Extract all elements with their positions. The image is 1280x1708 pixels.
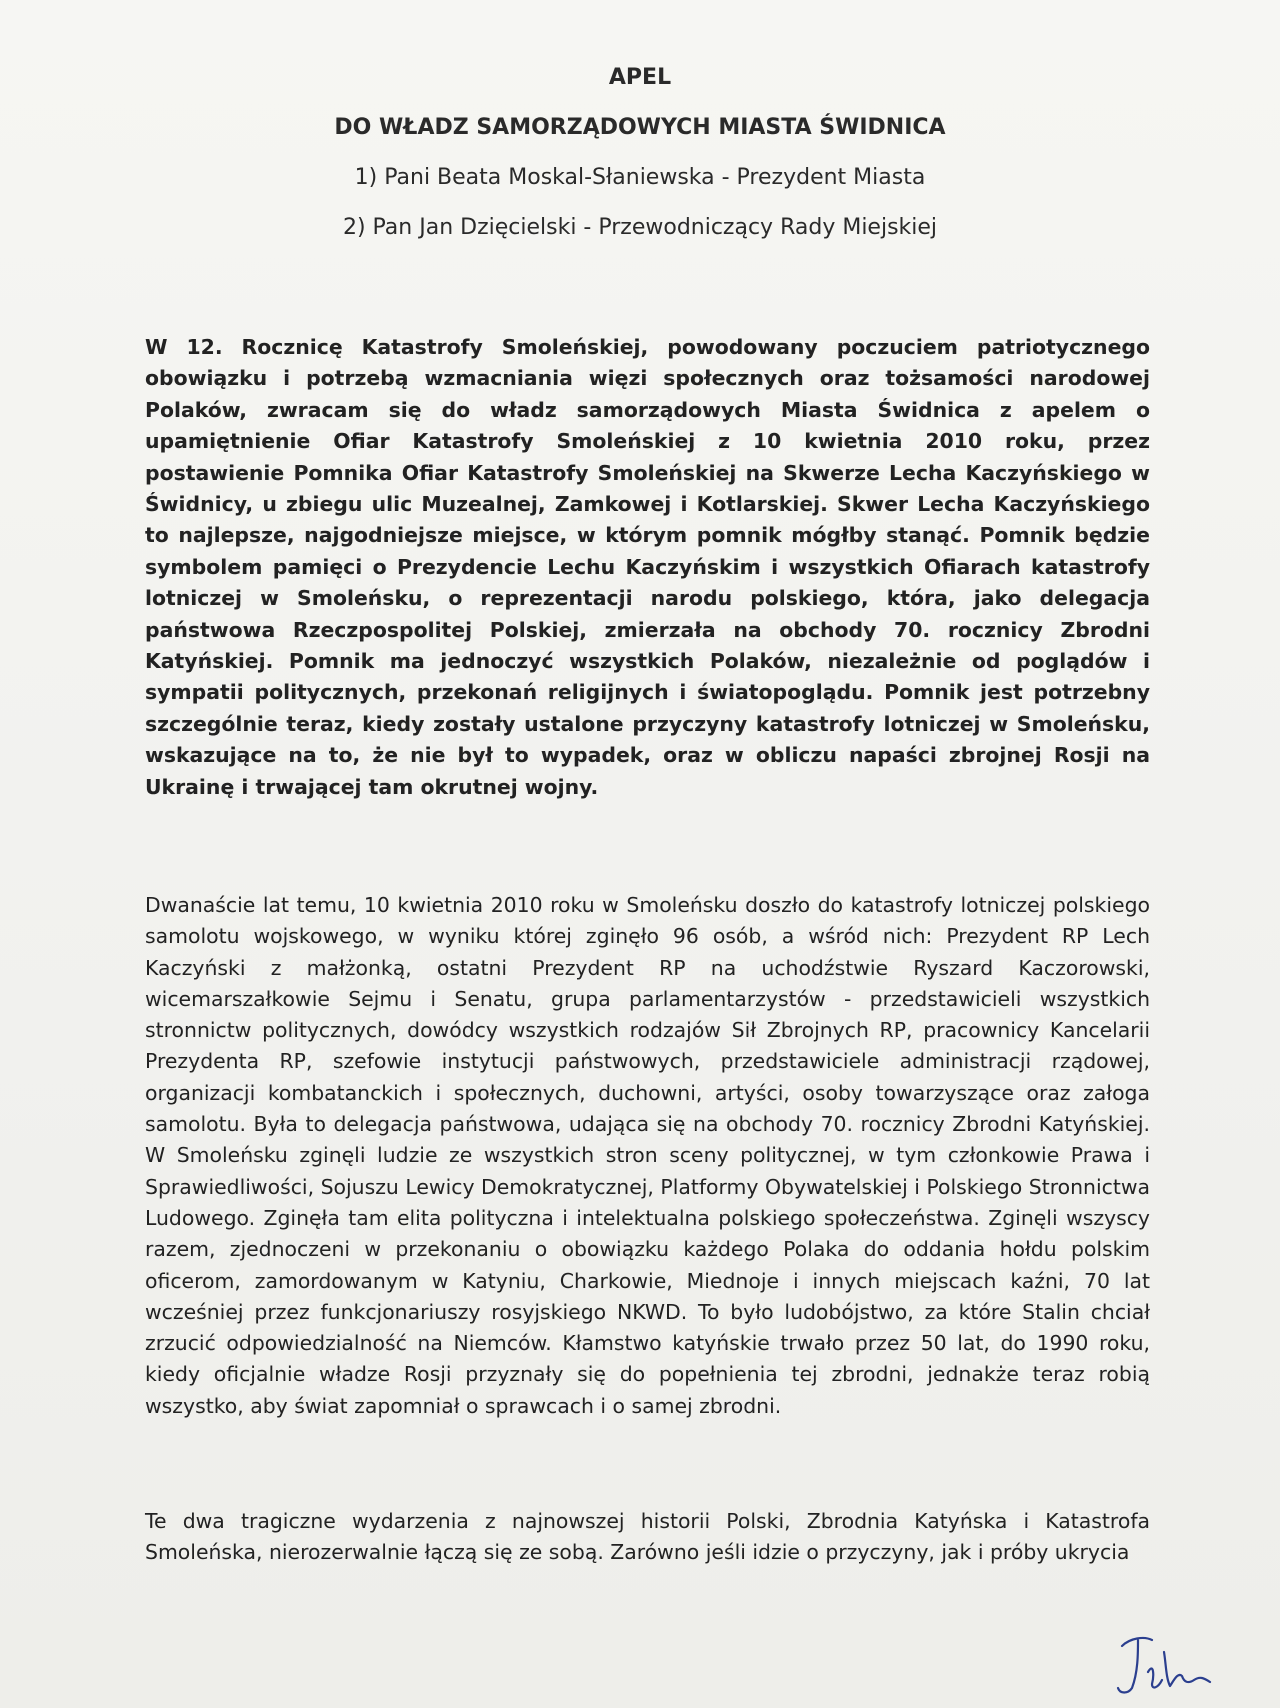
body-paragraph-1: W 12. Rocznicę Katastrofy Smoleńskiej, powodowany poczuciem patriotycznego obowiązku i potrzebą wzmacniania więzi społecznych oraz tożsamości narodowej Polaków, zwracam się do władz samorządowych Miasta Świdnica z apelem o upamiętnienie Ofiar Katastrofy Smoleńskiej z 10 kwietnia 2010 roku, przez postawienie Pomnika Ofiar Katastrofy Smoleńskiej na Skwerze Lecha Kaczyńskiego w Świdnicy, u zbiegu ulic Muzealnej, Zamkowej i Kotlarskiej. Skwer Lecha Kaczyńskiego to najlepsze, najgodniejsze miejsce, w którym pomnik mógłby stanąć. Pomnik będzie symbolem pamięci o Prezydencie Lechu Kaczyńskim i wszystkich Ofiarach katastrofy lotniczej w Smoleńsku, o reprezentacji narodu polskiego, która, jako delegacja państwowa Rzeczpospolitej Polskiej, zmierzała na obchody 70. rocznicy Zbrodni Katyńskiej. Pomnik ma jednoczyć wszystkich Polaków, niezależnie od poglądów i sympatii politycznych, przekonań religijnych i światopoglądu. Pomnik jest potrzebny szczególnie teraz, kiedy zostały ustalone przyczyny katastrofy lotniczej w Smoleńsku, wskazujące na to, że nie był to wypadek, oraz w obliczu napaści zbrojnej Rosji na Ukrainę i trwającej tam okrutnej wojny. [145,335,1150,799]
document-recipient: DO WŁADZ SAMORZĄDOWYCH MIASTA ŚWIDNICA [334,115,946,140]
document-title: APEL [608,65,672,90]
recipient-person-1: 1) Pani Beata Moskal-Słaniewska - Prezydent Miasta [354,165,926,190]
body-paragraph-2: Dwanaście lat temu, 10 kwietnia 2010 roku w Smoleńsku doszło do katastrofy lotniczej polskiego samolotu wojskowego, w wyniku której zginęło 96 osób, a wśród nich: Prezydent RP Lech Kaczyński z małżonką, ostatni Prezydent RP na uchodźstwie Ryszard Kaczorowski, wicemarszałkowie Sejmu i Senatu, grupa parlamentarzystów - przedstawicieli wszystkich stronnictw politycznych, dowódcy wszystkich rodzajów Sił Zbrojnych RP, pracownicy Kancelarii Prezydenta RP, szefowie instytucji państwowych, przedstawiciele administracji rządowej, organizacji kombatanckich i społecznych, duchowni, artyści, osoby towarzyszące oraz załoga samolotu. Była to delegacja państwowa, udająca się na obchody 70. rocznicy Zbrodni Katyńskiej. W Smoleńsku zginęli ludzie ze wszystkich stron sceny politycznej, w tym członkowie Prawa i Sprawiedliwości, Sojuszu Lewicy Demokratycznej, Platformy Obywatelskiej i Polskiego Stronnictwa Ludowego. Zginęła tam elita polityczna i intelektualna polskiego społeczeństwa. Zginęli wszyscy razem, zjednoczeni w przekonaniu o obowiązku każdego Polaka do oddania hołdu polskim oficerom, zamordowanym w Katyniu, Charkowie, Miednoje i innych miejscach kaźni, 70 lat wcześniej przez funkcjonariuszy rosyjskiego NKWD. To było ludobójstwo, za które Stalin chciał zrzucić odpowiedzialność na Niemców. Kłamstwo katyńskie trwało przez 50 lat, do 1990 roku, kiedy oficjalnie władze Rosji przyznały się do popełnienia tej zbrodni, jednakże teraz robią wszystko, aby świat zapomniał o sprawcach i o samej zbrodni. [145,893,1150,1418]
body-paragraph-3: Te dwa tragiczne wydarzenia z najnowszej historii Polski, Zbrodnia Katyńska i Katastrofa Smoleńska, nierozerwalnie łączą się ze sobą. Zarówno jeśli idzie o przyczyny, jak i próby ukrycia [145,1509,1150,1565]
handwritten-signature [1108,1632,1218,1698]
recipient-person-2: 2) Pan Jan Dzięcielski - Przewodniczący Rady Miejskiej [342,215,938,240]
document-header [0,60,1280,242]
